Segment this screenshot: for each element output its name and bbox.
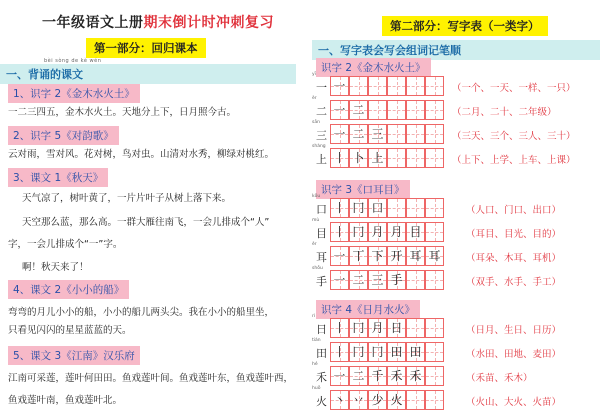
stroke-cell: 禾: [406, 366, 425, 386]
stroke-cell: 火: [387, 390, 406, 410]
item-line-3-2: 天空那么蓝，那么高。一群大雁往南飞，一会儿排成个“人”: [22, 217, 270, 228]
stroke-cell: 三: [368, 270, 387, 290]
char-row-shang: [312, 144, 600, 168]
char-label: 田: [316, 347, 327, 360]
stroke-cell: [406, 270, 425, 290]
item-line-3-1: 天气凉了，树叶黄了，一片片叶子从树上落下来。: [22, 193, 232, 204]
recite-section-bar: 一、背诵的课文: [0, 64, 296, 84]
item-heading-4: 4、课文 2《小小的船》: [8, 280, 129, 299]
word-group: （上下、上学、上车、上课）: [452, 155, 576, 166]
stroke-cell: 丶: [330, 390, 349, 410]
stroke-cell: 田: [387, 342, 406, 362]
stroke-cell: 千: [368, 366, 387, 386]
item-heading-3: 3、课文 1《秋天》: [8, 168, 108, 187]
char-row-er: [312, 96, 600, 120]
stroke-cell: 冂: [368, 342, 387, 362]
writing-section-bar: 一、写字表会写会组词记笔顺: [312, 40, 600, 60]
part-two-label: 第二部分：写字表（一类字）: [382, 16, 548, 36]
char-pinyin: èr: [312, 96, 317, 101]
item-line-5-2: 鱼戏莲叶南，鱼戏莲叶北。: [8, 395, 123, 406]
stroke-cell: [387, 76, 406, 96]
stroke-cell: 开: [387, 246, 406, 266]
stroke-cell: [425, 270, 444, 290]
stroke-grid: [330, 76, 444, 96]
stroke-cell: [406, 124, 425, 144]
char-label: 禾: [316, 371, 327, 384]
stroke-cell: 丨: [330, 342, 349, 362]
stroke-cell: 耳: [425, 246, 444, 266]
stroke-cell: 月: [368, 318, 387, 338]
stroke-cell: 耳: [406, 246, 425, 266]
char-row-kou: [312, 194, 600, 218]
char-row-yi: [312, 72, 600, 96]
stroke-cell: 丨: [330, 318, 349, 338]
stroke-cell: 二: [349, 124, 368, 144]
stroke-cell: 三: [368, 124, 387, 144]
stroke-cell: [387, 198, 406, 218]
stroke-cell: 月: [387, 222, 406, 242]
char-pinyin: sān: [312, 120, 320, 125]
stroke-grid: [330, 198, 444, 218]
char-pinyin: ěr: [312, 242, 317, 247]
document-title: [42, 12, 274, 32]
char-pinyin: huǒ: [312, 386, 321, 391]
char-pinyin: rì: [312, 314, 316, 319]
stroke-cell: [425, 100, 444, 120]
stroke-cell: [425, 390, 444, 410]
item-heading-5: 5、课文 3《江南》汉乐府: [8, 346, 140, 365]
stroke-cell: [425, 76, 444, 96]
stroke-cell: [425, 342, 444, 362]
stroke-grid: [330, 100, 444, 120]
char-label: 二: [316, 105, 327, 118]
group-heading-3: 识字 4《日月水火》: [316, 300, 420, 319]
stroke-cell: 上: [368, 148, 387, 168]
char-row-he: [312, 362, 600, 386]
stroke-cell: [406, 198, 425, 218]
stroke-cell: 二: [349, 366, 368, 386]
char-row-ri: [312, 314, 600, 338]
title-accent: 期末倒计时冲刺复习: [143, 15, 274, 31]
part-one-label: 第一部分：回归课本: [86, 38, 206, 58]
stroke-cell: [406, 100, 425, 120]
stroke-cell: [387, 124, 406, 144]
stroke-cell: [349, 76, 368, 96]
char-label: 手: [316, 275, 327, 288]
item-line-2-1: 云对雨，雪对风。花对树，鸟对虫。山清对水秀，柳绿对桃红。: [8, 149, 275, 160]
section-pinyin: bèi sòng de kè wén: [44, 58, 102, 64]
group-heading-2: 识字 3《口耳目》: [316, 180, 410, 199]
stroke-grid: [330, 342, 444, 362]
stroke-cell: [387, 100, 406, 120]
right-column: [312, 0, 600, 420]
item-line-4-1: 弯弯的月儿小小的船，小小的船儿两头尖。我在小小的船里坐，: [8, 307, 275, 318]
stroke-cell: 冂: [349, 198, 368, 218]
char-pinyin: yī: [312, 72, 316, 77]
item-heading-2: 2、识字 5《对韵歌》: [8, 126, 119, 145]
stroke-cell: [425, 124, 444, 144]
item-line-1-1: 一二三四五，金木水火土。天地分上下，日月照今古。: [8, 107, 237, 118]
word-group: （人口、门口、出口）: [466, 205, 562, 216]
char-label: 目: [316, 227, 327, 240]
stroke-cell: 一: [330, 270, 349, 290]
stroke-cell: [387, 148, 406, 168]
char-pinyin: tián: [312, 338, 321, 343]
char-label: 耳: [316, 251, 327, 264]
stroke-grid: [330, 246, 444, 266]
group-heading-1: 识字 2《金木水火土》: [316, 58, 431, 77]
char-row-huo: [312, 386, 600, 410]
item-line-3-4: 啊！秋天来了！: [22, 262, 89, 273]
stroke-cell: [406, 76, 425, 96]
stroke-cell: [425, 366, 444, 386]
stroke-cell: 下: [368, 246, 387, 266]
char-label: 日: [316, 323, 327, 336]
stroke-grid: [330, 222, 444, 242]
item-line-5-1: 江南可采莲，莲叶何田田。鱼戏莲叶间。鱼戏莲叶东，鱼戏莲叶西，: [8, 373, 294, 384]
char-row-er3: [312, 242, 600, 266]
char-row-san: [312, 120, 600, 144]
stroke-cell: 日: [387, 318, 406, 338]
stroke-cell: [425, 222, 444, 242]
title-prefix: 一年级语文上册: [42, 15, 144, 31]
stroke-cell: [425, 148, 444, 168]
word-group: （耳朵、木耳、耳机）: [466, 253, 562, 264]
item-line-3-3: 字，一会儿排成个“一”字。: [8, 239, 123, 250]
stroke-grid: [330, 366, 444, 386]
char-label: 三: [316, 129, 327, 142]
stroke-cell: 目: [406, 222, 425, 242]
word-group: （二月、二十、二年级）: [452, 107, 557, 118]
char-label: 火: [316, 395, 327, 408]
stroke-cell: [406, 318, 425, 338]
char-label: 上: [316, 153, 327, 166]
char-pinyin: shǒu: [312, 266, 323, 271]
stroke-cell: 丨: [330, 148, 349, 168]
stroke-cell: [368, 100, 387, 120]
stroke-cell: 丅: [349, 246, 368, 266]
stroke-cell: 二: [349, 270, 368, 290]
item-line-4-2: 只看见闪闪的星星蓝蓝的天。: [8, 325, 132, 336]
stroke-cell: 卜: [349, 148, 368, 168]
word-group: （日月、生日、日历）: [466, 325, 562, 336]
char-pinyin: hé: [312, 362, 318, 367]
word-group: （禾苗、禾木）: [466, 373, 533, 384]
word-group: （耳目、目光、目的）: [466, 229, 562, 240]
word-group: （三天、三个、三人、三十）: [452, 131, 576, 142]
stroke-grid: [330, 390, 444, 410]
stroke-cell: 冂: [349, 318, 368, 338]
stroke-grid: [330, 270, 444, 290]
char-row-mu: [312, 218, 600, 242]
stroke-grid: [330, 124, 444, 144]
stroke-cell: 手: [387, 270, 406, 290]
stroke-cell: 丨: [330, 198, 349, 218]
stroke-cell: 月: [368, 222, 387, 242]
word-group: （火山、大火、火苗）: [466, 397, 562, 408]
stroke-cell: [425, 198, 444, 218]
stroke-cell: 一: [330, 76, 349, 96]
stroke-cell: 口: [368, 198, 387, 218]
stroke-cell: 冂: [349, 342, 368, 362]
stroke-cell: [425, 318, 444, 338]
char-row-tian: [312, 338, 600, 362]
stroke-cell: 少: [368, 390, 387, 410]
stroke-cell: 丨: [330, 222, 349, 242]
stroke-cell: 二: [349, 100, 368, 120]
word-group: （水田、田地、麦田）: [466, 349, 562, 360]
stroke-cell: 田: [406, 342, 425, 362]
stroke-cell: 一: [330, 246, 349, 266]
stroke-cell: 一: [330, 124, 349, 144]
stroke-grid: [330, 318, 444, 338]
char-label: 一: [316, 81, 327, 94]
char-pinyin: shàng: [312, 144, 326, 149]
stroke-grid: [330, 148, 444, 168]
char-label: 口: [316, 203, 327, 216]
stroke-cell: 冂: [349, 222, 368, 242]
stroke-cell: 一: [330, 100, 349, 120]
stroke-cell: 一: [330, 366, 349, 386]
stroke-cell: 禾: [387, 366, 406, 386]
char-pinyin: kǒu: [312, 194, 321, 199]
word-group: （一个、一天、一样、一只）: [452, 83, 576, 94]
word-group: （双手、水手、手工）: [466, 277, 562, 288]
stroke-cell: [406, 148, 425, 168]
stroke-cell: [368, 76, 387, 96]
char-row-shou: [312, 266, 600, 290]
stroke-cell: 丷: [349, 390, 368, 410]
left-column: [0, 0, 296, 420]
item-heading-1: 1、识字 2《金木水火土》: [8, 84, 140, 103]
char-pinyin: mù: [312, 218, 320, 223]
stroke-cell: [406, 390, 425, 410]
